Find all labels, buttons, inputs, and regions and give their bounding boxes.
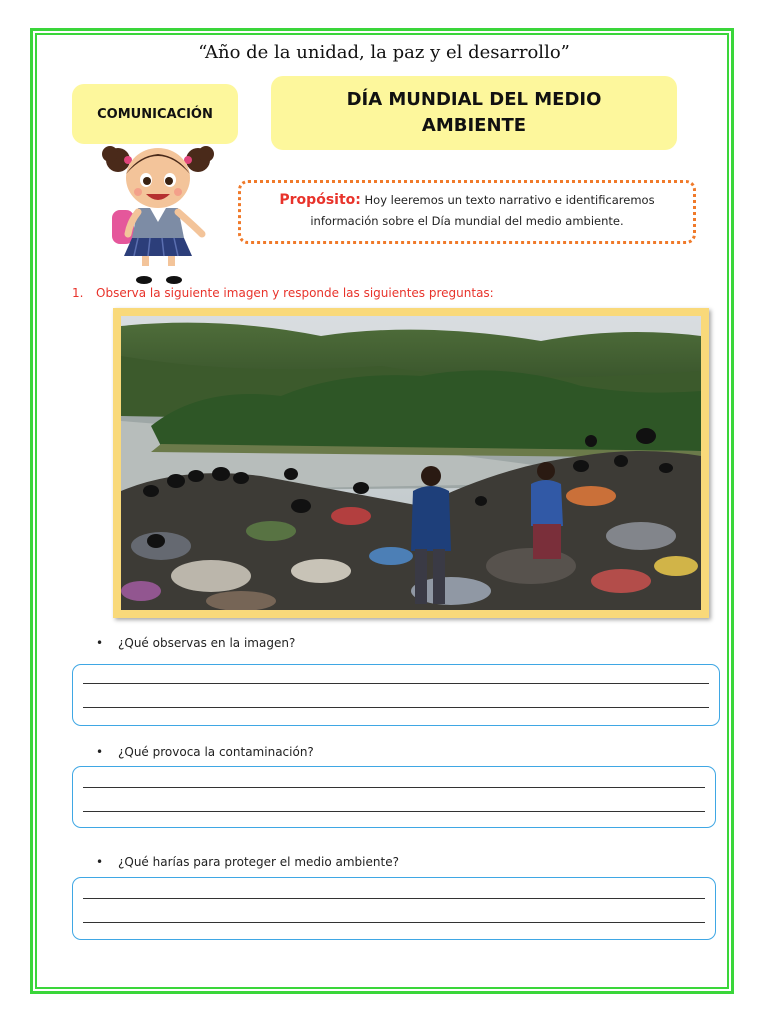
purpose-label: Propósito: <box>279 192 361 208</box>
purpose-text: Hoy leeremos un texto narrativo e identificaremos información sobre el Día mundial del medio ambiente. <box>310 193 655 228</box>
photo-frame <box>113 308 709 618</box>
answer-line <box>83 787 705 788</box>
question-2-text: ¿Qué provoca la contaminación? <box>118 745 314 759</box>
subject-label: COMUNICACIÓN <box>72 84 238 144</box>
bullet-icon: • <box>96 636 104 650</box>
instruction-text: Observa la siguiente imagen y responde las siguientes preguntas: <box>96 286 494 300</box>
question-1 <box>96 636 295 650</box>
answer-line <box>83 898 705 899</box>
answer-line <box>83 707 709 708</box>
purpose-box <box>238 180 696 244</box>
bullet-icon: • <box>96 745 104 759</box>
topic-title: DÍA MUNDIAL DEL MEDIO AMBIENTE <box>271 76 677 150</box>
answer-box-1[interactable] <box>72 664 720 726</box>
instruction <box>72 286 494 300</box>
question-3-text: ¿Qué harías para proteger el medio ambiente? <box>118 855 399 869</box>
answer-box-2[interactable] <box>72 766 716 828</box>
year-title: “Año de la unidad, la paz y el desarrollo” <box>198 42 570 63</box>
question-3 <box>96 855 399 869</box>
question-1-text: ¿Qué observas en la imagen? <box>118 636 296 650</box>
instruction-number: 1. <box>72 286 84 300</box>
question-2 <box>96 745 314 759</box>
pollution-photo <box>121 316 701 610</box>
answer-line <box>83 922 705 923</box>
answer-line <box>83 683 709 684</box>
answer-box-3[interactable] <box>72 877 716 940</box>
schoolgirl-illustration <box>98 138 218 288</box>
answer-line <box>83 811 705 812</box>
bullet-icon: • <box>96 855 104 869</box>
